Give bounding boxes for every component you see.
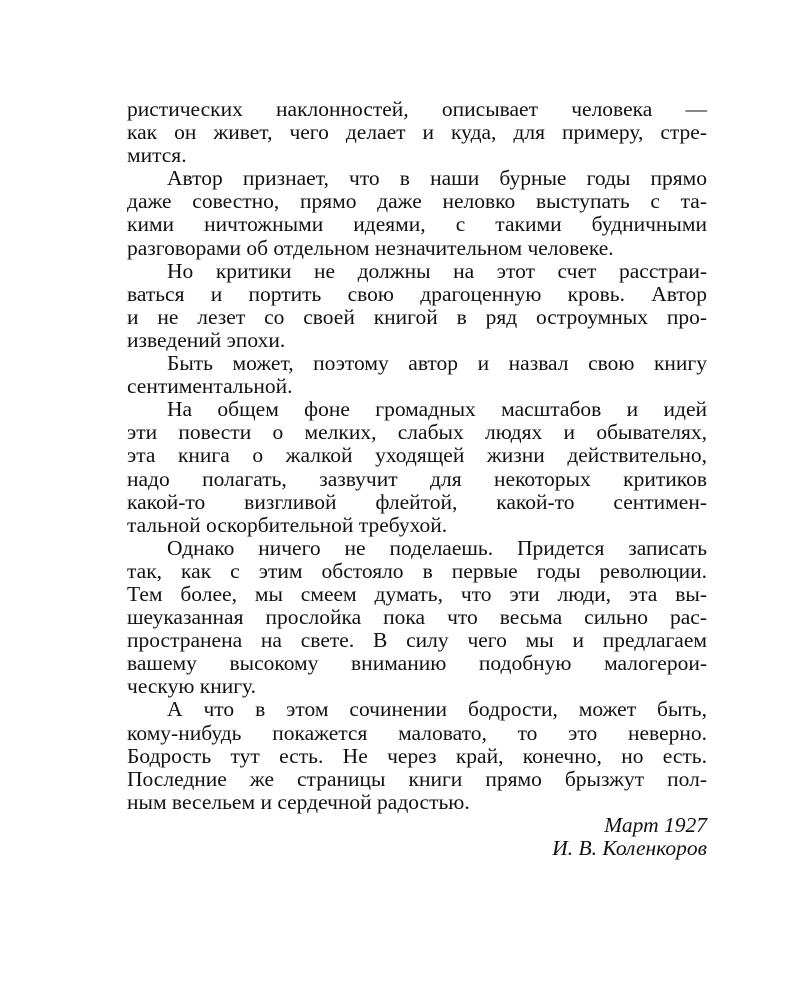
- text-line: Но критики не должны на этот счет расстраи-: [167, 258, 707, 283]
- text-line: так, как с этим обстояло в первые годы революции.: [127, 558, 707, 583]
- text-line: Последние же страницы книги прямо брызжут пол-: [127, 766, 707, 791]
- text-line: ческую книгу.: [127, 674, 257, 699]
- text-line: Бодрость тут есть. Не через край, конечно, но есть.: [127, 743, 707, 768]
- paragraph: [127, 167, 707, 259]
- paragraph: [127, 698, 707, 813]
- text-line: А что в этом сочинении бодрости, может быть,: [167, 697, 707, 722]
- text-line: Быть может, поэтому автор и назвал свою книгу: [167, 351, 707, 376]
- paragraph: [127, 98, 707, 167]
- text-line: Однако ничего не поделаешь. Придется записать: [167, 535, 707, 560]
- text-line: пространена на свете. В силу чего мы и предлагаем: [127, 628, 707, 653]
- text-line: Тем более, мы смеем думать, что эти люди, эта вы-: [127, 581, 707, 606]
- text-line: какой-то визгливой флейтой, какой-то сентимен-: [127, 489, 707, 514]
- text-line: и не лезет со своей книгой в ряд остроумных про-: [127, 304, 707, 329]
- text-line: эта книга о жалкой уходящей жизни действительно,: [127, 443, 707, 468]
- text-line: как он живет, чего делает и куда, для примеру, стре-: [127, 120, 707, 145]
- paragraph: [127, 398, 707, 537]
- text-line: даже совестно, прямо даже неловко выступать с та-: [127, 189, 707, 214]
- text-line: кому-нибудь покажется маловато, то это неверно.: [127, 720, 707, 745]
- signature-block: [127, 814, 707, 860]
- paragraph: [127, 260, 707, 352]
- signature-date: Март 1927: [604, 812, 707, 837]
- paragraph: [127, 537, 707, 699]
- text-line: изведений эпохи.: [127, 327, 286, 352]
- text-line: вашему высокому вниманию подобную малогерои-: [127, 651, 707, 676]
- text-line: мится.: [127, 143, 187, 168]
- signature-author: И. В. Коленкоров: [552, 836, 707, 860]
- text-line: ваться и портить свою драгоценную кровь. Автор: [127, 281, 707, 306]
- text-line: Автор признает, что в наши бурные годы прямо: [167, 166, 707, 191]
- text-line: разговорами об отдельном незначительном человеке.: [127, 235, 614, 260]
- text-line: сентиментальной.: [127, 374, 293, 399]
- text-line: тальной оскорбительной требухой.: [127, 512, 448, 537]
- text-line: надо полагать, зазвучит для некоторых критиков: [127, 466, 707, 491]
- text-line: эти повести о мелких, слабых людях и обывателях,: [127, 420, 707, 445]
- text-line: На общем фоне громадных масштабов и идей: [167, 397, 707, 422]
- text-line: ным весельем и сердечной радостью.: [127, 789, 470, 814]
- text-line: кими ничтожными идеями, с такими будничными: [127, 212, 707, 237]
- document-page: [127, 98, 707, 860]
- text-line: шеуказанная прослойка пока что весьма сильно рас-: [127, 605, 707, 630]
- paragraph: [127, 352, 707, 398]
- text-line: ристических наклонностей, описывает человека —: [127, 97, 707, 121]
